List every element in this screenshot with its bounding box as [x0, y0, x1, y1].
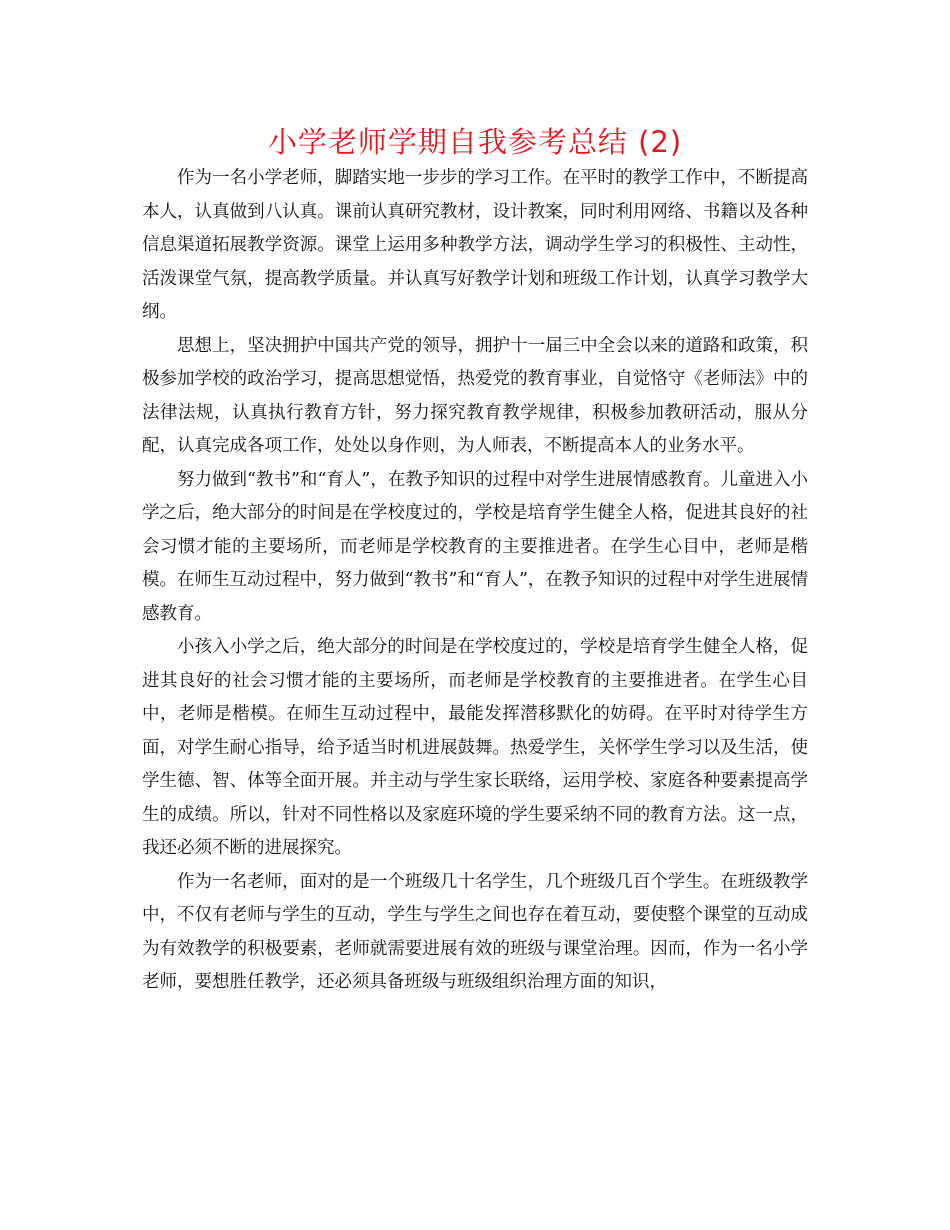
- paragraph: 作为一名小学老师，脚踏实地一步步的学习工作。在平时的教学工作中，不断提高本人，认真做到八认真。课前认真研究教材，设计教案，同时利用网络、书籍以及各种信息渠道拓展教学资源。课堂上运用多种教学方法，调动学生学习的积极性、主动性，活泼课堂气氛，提高教学质量。并认真写好教学计划和班级工作计划，认真学习教学大纲。: [142, 168, 808, 322]
- paragraph: 作为一名老师，面对的是一个班级几十名学生，几个班级几百个学生。在班级教学中，不仅有老师与学生的互动，学生与学生之间也存在着互动，要使整个课堂的互动成为有效教学的积极要素，老师就需要进展有效的班级与课堂治理。因而，作为一名小学老师，要想胜任教学，还必须具备班级与班级组织治理方面的知识，: [142, 871, 808, 992]
- paragraph: 小孩入小学之后，绝大部分的时间是在学校度过的，学校是培育学生健全人格，促进其良好的社会习惯才能的主要场所，而老师是学校教育的主要推进者。在学生心目中，老师是楷模。在师生互动过程中，最能发挥潜移默化的妨碍。在平时对待学生方面，对学生耐心指导，给予适当时机进展鼓舞。热爱学生，关怀学生学习以及生活，使学生德、智、体等全面开展。并主动与学生家长联络，运用学校、家庭各种要素提高学生的成绩。所以，针对不同性格以及家庭环境的学生要采纳不同的教育方法。这一点，我还必须不断的进展探究。: [142, 637, 808, 858]
- paragraph: 努力做到“教书”和“育人”，在教予知识的过程中对学生进展情感教育。儿童进入小学之后，绝大部分的时间是在学校度过的，学校是培育学生健全人格，促进其良好的社会习惯才能的主要场所，而老师是学校教育的主要推进者。在学生心目中，老师是楷模。在师生互动过程中，努力做到“教书”和“育人”，在教予知识的过程中对学生进展情感教育。: [142, 469, 808, 624]
- document-title: 小学老师学期自我参考总结 (2): [267, 125, 683, 159]
- paragraph: 思想上，坚决拥护中国共产党的领导，拥护十一届三中全会以来的道路和政策，积极参加学校的政治学习，提高思想觉悟，热爱党的教育事业，自觉恪守《老师法》中的法律法规，认真执行教育方针，努力探究教育教学规律，积极参加教研活动，服从分配，认真完成各项工作，处处以身作则，为人师表，不断提高本人的业务水平。: [142, 335, 808, 456]
- document-body: [142, 162, 808, 1000]
